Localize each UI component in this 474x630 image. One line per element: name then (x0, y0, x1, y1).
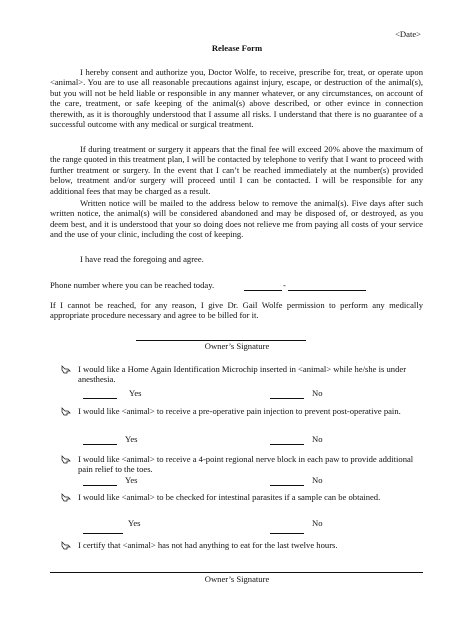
page-title: Release Form (211, 43, 263, 53)
yes-blank[interactable] (83, 477, 117, 486)
pointing-hand-icon (61, 540, 71, 550)
agreement-statement: I have read the foregoing and agree. (80, 254, 204, 264)
notice-paragraph: Written notice will be mailed to the address below to remove the animal(s). Five days after such written notice, the animal(s) will be considered abandoned and may be disposed of, or destroyed, as you deem best, and it is understood that your so doing does not relieve me from paying all costs of your service and the use of your clinic, including the cost of keeping. (50, 198, 423, 240)
yes-blank[interactable] (83, 436, 117, 445)
phone-prompt: Phone number where you can be reached today. (50, 280, 215, 290)
date-placeholder: <Date> (395, 29, 421, 39)
no-label: No (312, 518, 323, 528)
permission-paragraph: If I cannot be reached, for any reason, I give Dr. Gail Wolfe permission to perform any medically appropriate procedure necessary and agree to be billed for it. (50, 300, 423, 321)
option-text: I would like a Home Again Identification Microchip inserted in <animal> while he/she is under anesthesia. (78, 364, 407, 385)
phone-dash: - (283, 280, 286, 290)
option-text: I would like <animal> to receive a 4-point regional nerve block in each paw to provide additional pain relief to the toes. (78, 454, 414, 475)
option-text: I would like <animal> to be checked for intestinal parasites if a sample can be obtained. (78, 492, 381, 502)
no-blank[interactable] (270, 390, 304, 399)
yes-label: Yes (128, 518, 141, 528)
pointing-hand-icon (61, 406, 71, 416)
option-text: I certify that <animal> has not had anything to eat for the last twelve hours. (78, 540, 338, 550)
yes-blank[interactable] (83, 525, 123, 534)
option-text: I would like <animal> to receive a pre-operative pain injection to prevent post-operative pain. (78, 406, 401, 416)
yes-label: Yes (129, 388, 142, 398)
phone-area-code-field[interactable] (244, 290, 282, 291)
no-label: No (312, 434, 323, 444)
no-blank[interactable] (270, 477, 304, 486)
no-label: No (312, 388, 323, 398)
yes-label: Yes (125, 434, 138, 444)
owner-signature-label: Owner’s Signature (204, 341, 270, 351)
pointing-hand-icon (61, 492, 71, 502)
final-signature-label: Owner’s Signature (204, 574, 270, 584)
fee-paragraph: If during treatment or surgery it appears that the final fee will exceed 20% above the maximum of the range quoted in this treatment plan, I will be contacted by telephone to verify that I want to proceed with further treatment or surgery. In the event that I can’t be reached immediately at the number(s) provided below, treatment and/or surgery will proceed until I can be contacted. I will be responsible for any additional fees that may be charged as a result. (50, 144, 423, 196)
yes-blank[interactable] (83, 390, 117, 399)
phone-number-field[interactable] (288, 290, 366, 291)
no-label: No (312, 475, 323, 485)
final-signature-line[interactable] (50, 572, 423, 573)
pointing-hand-icon (61, 454, 71, 464)
pointing-hand-icon (61, 364, 71, 374)
yes-label: Yes (125, 475, 138, 485)
consent-paragraph: I hereby consent and authorize you, Doctor Wolfe, to receive, prescribe for, treat, or operate upon <animal>. You are to use all reasonable precautions against injury, escape, or destruction of the animal(s), but you will not be held liable or responsible in any manner whatever, or any circumstances, on account of the care, treatment, or safe keeping of the animal(s) above described, or other evince in connection therewith, as it is thoroughly understood that I assume all risks. I understand that there is no guarantee of a successful outcome with any medical or surgical treatment. (50, 67, 423, 130)
no-blank[interactable] (270, 436, 304, 445)
no-blank[interactable] (270, 525, 304, 534)
